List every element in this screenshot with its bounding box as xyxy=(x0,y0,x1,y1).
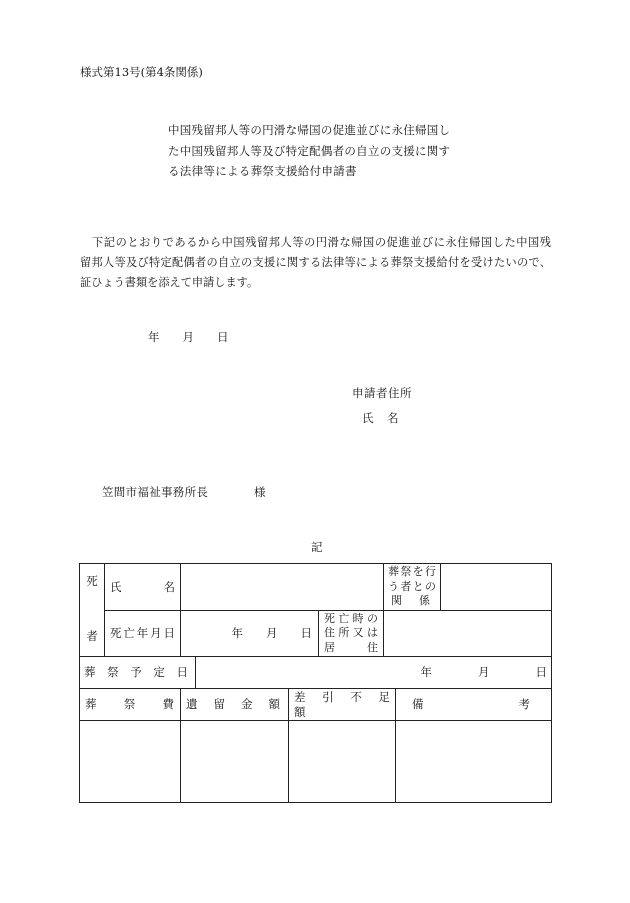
funeral-date-label-cell xyxy=(80,657,196,689)
shortfall-value-cell xyxy=(289,721,396,803)
addressee-honorific: 様 xyxy=(254,485,266,499)
remarks-value-cell xyxy=(396,721,552,803)
statement-line-1: 下記のとおりであるから中国残留邦人等の円滑な帰国の促進並びに永住帰国した中国残 xyxy=(92,236,551,249)
death-date-value-cell xyxy=(181,611,319,657)
death-date-value: 年 月 日 xyxy=(231,626,312,640)
residence-label xyxy=(324,612,378,656)
residence-label-cell xyxy=(319,611,384,657)
deceased-label-bottom: 者 xyxy=(86,629,98,643)
deceased-label-cell xyxy=(80,564,105,657)
remarks-header: 備 考 xyxy=(412,697,530,711)
relation-value-cell xyxy=(441,564,552,611)
deceased-label-top: 死 xyxy=(86,574,98,588)
form-title-line-3: る法律等による葬祭支援給付申請書 xyxy=(168,164,357,178)
deceased-name-label-cell xyxy=(105,564,181,611)
addressee-office: 笠間市福祉事務所長 xyxy=(102,485,209,499)
form-number: 様式第13号(第4条関係) xyxy=(80,65,203,79)
funeral-cost-header-cell xyxy=(80,689,181,721)
deceased-name-label: 氏 名 xyxy=(110,579,175,594)
relation-label-line-2: う者との xyxy=(388,579,436,593)
statement-line-2: 留邦人等及び特定配偶者の自立の支援に関する法律等による葬祭支援給付を受けたいので、 xyxy=(80,256,551,269)
form-title xyxy=(168,120,450,182)
relation-label-cell xyxy=(384,564,441,611)
remaining-funds-value-cell xyxy=(181,721,289,803)
form-title-line-2: た中国残留邦人等及び特定配偶者の自立の支援に関す xyxy=(168,143,450,158)
funeral-date-value: 年 月 日 xyxy=(420,665,547,679)
relation-label-line-1: 葬祭を行 xyxy=(388,565,436,579)
residence-label-line-1: 死亡時の xyxy=(324,611,378,625)
ki-heading: 記 xyxy=(311,540,323,554)
funeral-date-value-cell xyxy=(196,657,552,689)
applicant-name-label: 氏 名 xyxy=(362,411,400,425)
funeral-assistance-table xyxy=(79,563,552,803)
remaining-funds-header: 遺 留 金 額 xyxy=(186,697,280,711)
statement-line-3: 証ひょう書類を添えて申請します。 xyxy=(80,276,259,289)
funeral-date-label: 葬 祭 予 定 日 xyxy=(84,665,188,679)
remaining-funds-header-cell xyxy=(181,689,289,721)
funeral-cost-value-cell xyxy=(80,721,181,803)
deceased-name-value-cell xyxy=(181,564,384,611)
residence-value-cell xyxy=(384,611,552,657)
death-date-label: 死亡年月日 xyxy=(110,626,175,640)
application-date: 年 月 日 xyxy=(148,330,229,344)
death-date-label-cell xyxy=(105,611,181,657)
remarks-header-cell xyxy=(396,689,552,721)
relation-label xyxy=(388,565,436,609)
funeral-cost-header: 葬 祭 費 xyxy=(85,697,174,711)
relation-label-line-3: 関 係 xyxy=(391,594,433,608)
form-title-line-1: 中国残留邦人等の円滑な帰国の促進並びに永住帰国し xyxy=(168,123,450,137)
application-statement xyxy=(80,233,551,293)
shortfall-header: 差 引 不 足 額 xyxy=(294,689,402,719)
applicant-address-label: 申請者住所 xyxy=(352,386,412,400)
residence-label-line-3: 居 住 xyxy=(324,640,378,654)
shortfall-header-cell xyxy=(289,689,402,721)
residence-label-line-2: 住所又は xyxy=(324,626,378,640)
